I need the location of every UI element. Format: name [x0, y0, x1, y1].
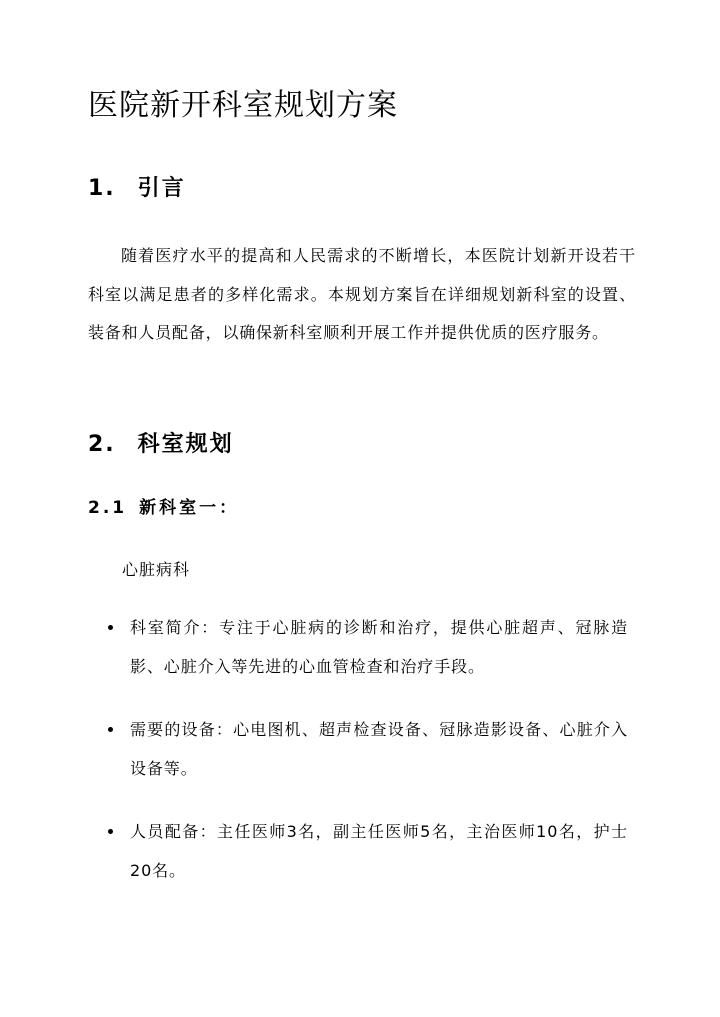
section-heading-intro	[88, 172, 186, 206]
list-item-text: 科室简介：专注于心脏病的诊断和治疗，提供心脏超声、冠脉造影、心脏介入等先进的心血管检查和治疗手段。	[130, 618, 628, 676]
bullet-icon	[108, 727, 113, 732]
department-details-list	[108, 608, 628, 914]
list-item-intro	[108, 608, 628, 686]
section-number: 1.	[88, 176, 116, 201]
subsection-number: 2.1	[88, 498, 128, 518]
section-heading-planning	[88, 428, 234, 462]
list-item-text: 需要的设备：心电图机、超声检查设备、冠脉造影设备、心脏介入设备等。	[130, 720, 628, 778]
list-item-text: 人员配备：主任医师3名，副主任医师5名，主治医师10名，护士20名。	[130, 822, 628, 880]
subsection-title: 新科室一：	[139, 498, 240, 518]
department-name: 心脏病科	[122, 560, 191, 579]
document-title: 医院新开科室规划方案	[88, 88, 398, 123]
list-item-equipment	[108, 710, 628, 788]
section-number: 2.	[88, 432, 116, 457]
subsection-heading	[88, 494, 239, 522]
section-title: 引言	[137, 176, 186, 201]
section-title: 科室规划	[137, 432, 234, 457]
bullet-icon	[108, 625, 113, 630]
intro-paragraph: 随着医疗水平的提高和人民需求的不断增长，本医院计划新开设若干科室以满足患者的多样化需求。本规划方案旨在详细规划新科室的设置、装备和人员配备，以确保新科室顺利开展工作并提供优质的医疗服务。	[88, 246, 636, 342]
bullet-icon	[108, 829, 113, 834]
list-item-staffing	[108, 812, 628, 890]
